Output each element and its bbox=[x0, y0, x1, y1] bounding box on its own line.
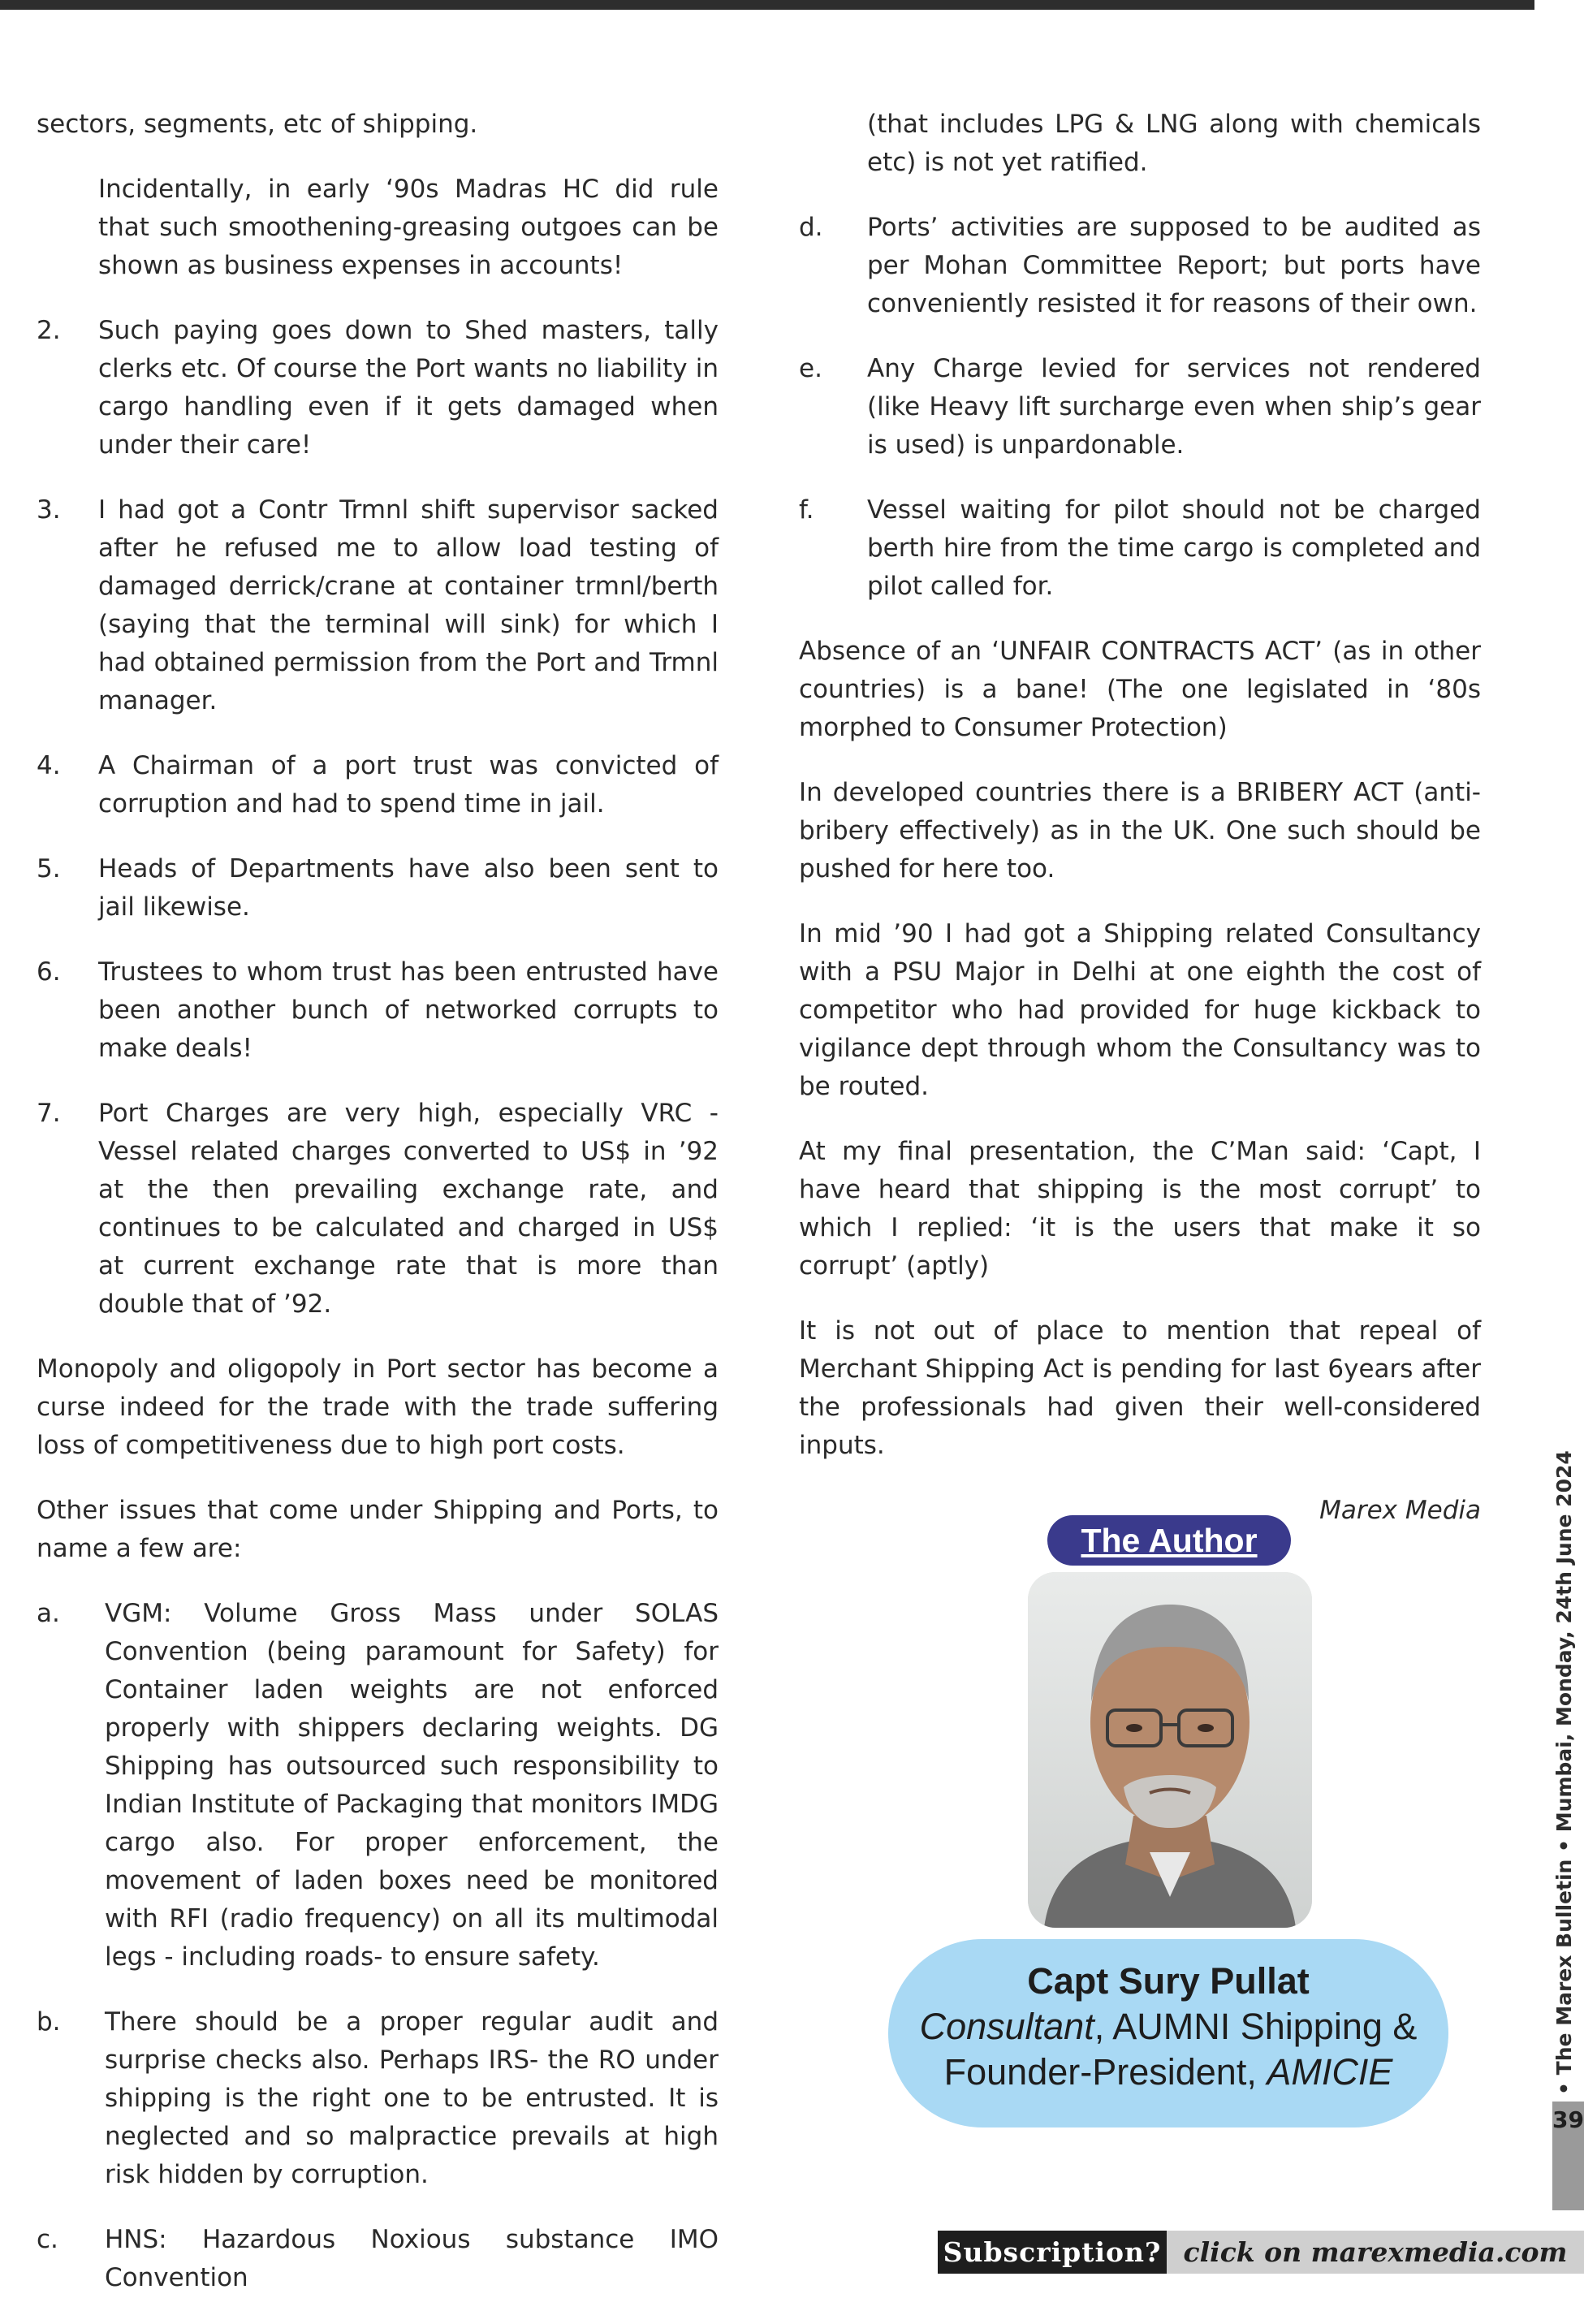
issue-text: There should be a proper regular audit and surprise checks also. Perhaps IRS- the RO under shipping is the right one to be entrusted. It is neglected and so malpractice prevails at high risk hidden by corruption. bbox=[105, 2007, 719, 2189]
unfair-contracts-paragraph: Absence of an ‘UNFAIR CONTRACTS ACT’ (as in other countries) is a bane! (The one legislated in ‘80s morphed to Consumer Protection) bbox=[799, 637, 1481, 742]
list-item bbox=[37, 953, 719, 1068]
signature: Marex Media bbox=[1319, 1496, 1481, 1525]
subscription-label: Subscription? bbox=[938, 2231, 1167, 2274]
presentation-paragraph: At my final presentation, the C’Man said: ‘Capt, I have heard that shipping is the most corrupt’ to which I replied: ‘it is the users that make it so corrupt’ (aptly) bbox=[799, 1137, 1481, 1281]
issue-item bbox=[37, 2003, 719, 2194]
list-item bbox=[37, 747, 719, 823]
issue-letter: e. bbox=[799, 354, 822, 383]
issue-item bbox=[799, 491, 1481, 606]
list-text: Heads of Departments have also been sent to jail likewise. bbox=[98, 854, 719, 922]
issue-letter: b. bbox=[37, 2007, 61, 2037]
author-photo bbox=[1028, 1572, 1312, 1928]
list-number: 7. bbox=[37, 1099, 61, 1128]
author-role-line-1 bbox=[888, 2004, 1448, 2050]
list-text: A Chairman of a port trust was convicted of corruption and had to spend time in jail. bbox=[98, 751, 719, 819]
page-number: 39 bbox=[1552, 2102, 1584, 2210]
list-item bbox=[37, 1095, 719, 1324]
issue-letter: f. bbox=[799, 495, 814, 525]
author-role-consultant: Consultant bbox=[919, 2006, 1094, 2047]
top-rule bbox=[0, 0, 1534, 10]
issue-text: HNS: Hazardous Noxious substance IMO Convention bbox=[105, 2225, 719, 2292]
list-number: 5. bbox=[37, 854, 61, 883]
issue-text: Vessel waiting for pilot should not be charged berth hire from the time cargo is completed and pilot called for. bbox=[867, 495, 1481, 601]
subscription-link[interactable]: click on marexmedia.com bbox=[1167, 2231, 1584, 2274]
bribery-act-paragraph: In developed countries there is a BRIBERY ACT (anti-bribery effectively) as in the UK. One such should be pushed for here too. bbox=[799, 778, 1481, 883]
author-role-amicie: AMICIE bbox=[1267, 2051, 1393, 2093]
author-role-founder: Founder-President, bbox=[943, 2051, 1267, 2093]
list-text: Port Charges are very high, especially VRC -Vessel related charges converted to US$ in ’92 at the then prevailing exchange rate, and continues to be calculated and charged in US$ at current exchange rate that is more than double that of ’92. bbox=[98, 1099, 719, 1319]
author-name: Capt Sury Pullat bbox=[1027, 1960, 1310, 2002]
subscription-banner[interactable] bbox=[938, 2231, 1584, 2274]
list-text: Trustees to whom trust has been entrusted have been another bunch of networked corrupts to make deals! bbox=[98, 957, 719, 1063]
merchant-shipping-paragraph: It is not out of place to mention that repeal of Merchant Shipping Act is pending for last 6years after the professionals had given their well-considered inputs. bbox=[799, 1316, 1481, 1460]
issue-letter: c. bbox=[37, 2225, 58, 2254]
author-tag: The Author bbox=[1047, 1515, 1291, 1566]
issue-text: Ports’ activities are supposed to be audited as per Mohan Committee Report; but ports have conveniently resisted it for reasons of their own. bbox=[867, 213, 1481, 318]
issue-text: Any Charge levied for services not rendered (like Heavy lift surcharge even when ship’s gear is used) is unpardonable. bbox=[867, 354, 1481, 460]
list-number: 6. bbox=[37, 957, 61, 987]
list-number: 4. bbox=[37, 751, 61, 780]
publication-vertical-label: • The Marex Bulletin • Mumbai, Monday, 24th June 2024 bbox=[1552, 1450, 1576, 2095]
author-role-line-2 bbox=[888, 2050, 1448, 2095]
list-item bbox=[37, 491, 719, 720]
issue-letter: d. bbox=[799, 213, 823, 242]
list-number: 3. bbox=[37, 495, 61, 525]
issue-text: VGM: Volume Gross Mass under SOLAS Convention (being paramount for Safety) for Container laden weights are not enforced properly with shippers declaring weights. DG Shipping has outsourced such responsibility to Indian Institute of Packaging that monitors IMDG cargo also. For proper enforcement, the movement of laden boxes need be monitored with RFI (radio frequency) on all its multimodal legs - including roads- to ensure safety. bbox=[105, 1599, 719, 1972]
incidentally-paragraph: Incidentally, in early ‘90s Madras HC did rule that such smoothening-greasing outgoes can be shown as business expenses in accounts! bbox=[98, 175, 719, 280]
left-column bbox=[37, 106, 719, 2324]
author-card bbox=[888, 1939, 1448, 2127]
list-item bbox=[37, 850, 719, 927]
list-item bbox=[37, 312, 719, 464]
hns-continued-paragraph: (that includes LPG & LNG along with chemicals etc) is not yet ratified. bbox=[867, 110, 1481, 177]
right-column bbox=[799, 106, 1481, 1557]
list-text: Such paying goes down to Shed masters, tally clerks etc. Of course the Port wants no liability in cargo handling even if it gets damaged when under their care! bbox=[98, 316, 719, 460]
issue-letter: a. bbox=[37, 1599, 60, 1628]
issue-item bbox=[799, 209, 1481, 323]
other-issues-paragraph: Other issues that come under Shipping and Ports, to name a few are: bbox=[37, 1496, 719, 1563]
author-portrait-image bbox=[1028, 1572, 1312, 1928]
issue-item bbox=[799, 350, 1481, 464]
author-role-org: , AUMNI Shipping & bbox=[1094, 2006, 1418, 2047]
issue-item bbox=[37, 1595, 719, 1976]
list-text: I had got a Contr Trmnl shift supervisor sacked after he refused me to allow load testing of damaged derrick/crane at container trmnl/berth (saying that the terminal will sink) for which I had obtained permission from the Port and Trmnl manager. bbox=[98, 495, 719, 715]
list-number: 2. bbox=[37, 316, 61, 345]
monopoly-paragraph: Monopoly and oligopoly in Port sector has become a curse indeed for the trade with the trade suffering loss of competitiveness due to high port costs. bbox=[37, 1354, 719, 1460]
consultancy-paragraph: In mid ’90 I had got a Shipping related Consultancy with a PSU Major in Delhi at one eighth the cost of competitor who had provided for huge kickback to vigilance dept through whom the Consultancy was to be routed. bbox=[799, 919, 1481, 1101]
issue-item bbox=[37, 2221, 719, 2297]
intro-paragraph: sectors, segments, etc of shipping. bbox=[37, 110, 478, 139]
